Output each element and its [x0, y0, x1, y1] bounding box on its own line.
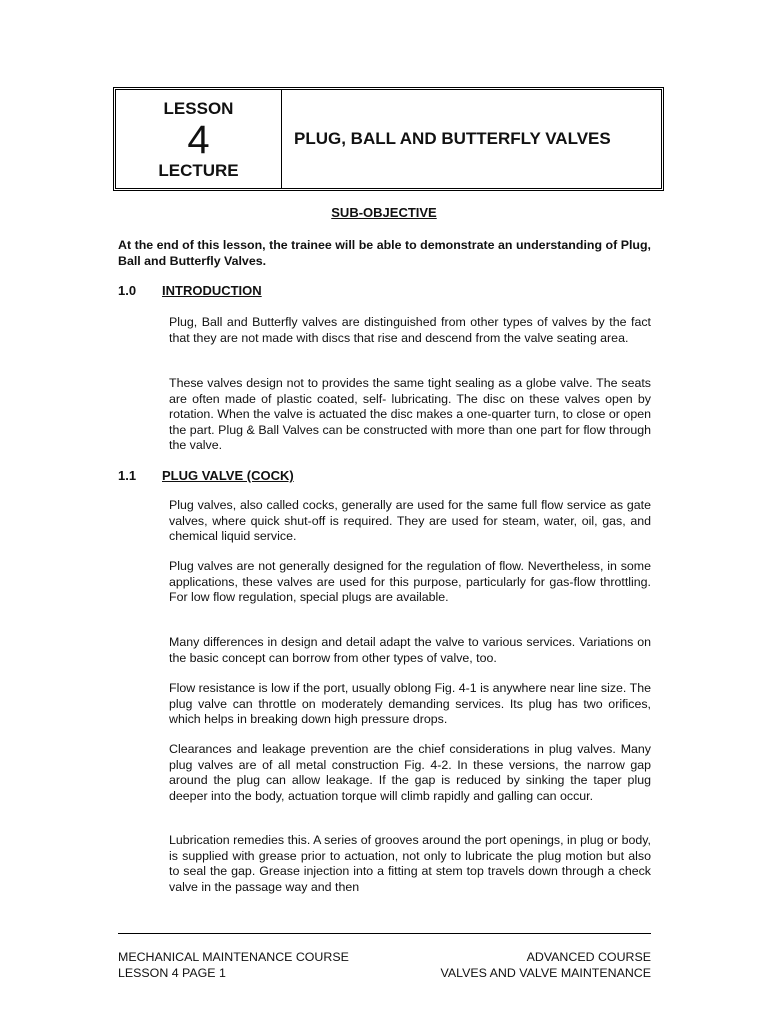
footer-course-name: MECHANICAL MAINTENANCE COURSE: [118, 950, 349, 964]
paragraph: Plug valves are not generally designed for the regulation of flow. Nevertheless, in some applications, these valves are used for this purpose, particularly for gas-flow throttling. For low flow regulation, special plugs are available.: [169, 559, 651, 604]
footer-course-level: ADVANCED COURSE: [526, 950, 651, 964]
paragraph: Many differences in design and detail adapt the valve to various services. Variations on the basic concept can borrow from other types of valve, too.: [169, 635, 651, 665]
paragraph: These valves design not to provides the same tight sealing as a globe valve. The seats are often made of plastic coated, self- lubricating. The disc on these valves open by rotation. When the valve is actuated the disc makes a one-quarter turn, to close or open the part. Plug & Ball Valves can be constructed with more than one part for flow through the valve.: [169, 376, 651, 452]
lesson-header-box: [113, 87, 664, 191]
footer-right: [441, 949, 651, 981]
lesson-label: LESSON: [163, 99, 234, 118]
section-number: 1.0: [118, 283, 137, 298]
section-title: PLUG VALVE (COCK): [162, 468, 294, 483]
footer-divider: [118, 933, 651, 934]
sub-objective-heading: SUB-OBJECTIVE: [331, 205, 437, 220]
section-heading-introduction: [118, 283, 262, 298]
section-title: INTRODUCTION: [162, 283, 262, 298]
sub-objective-text: At the end of this lesson, the trainee will be able to demonstrate an understanding of Plug, Ball and Butterfly Valves.: [118, 238, 651, 268]
footer-left: [118, 949, 349, 981]
section-number: 1.1: [118, 468, 137, 483]
paragraph: Plug valves, also called cocks, generally are used for the same full flow service as gate valves, where quick shut-off is required. They are used for steam, water, oil, gas, and chemical liquid service.: [169, 498, 651, 543]
paragraph: Flow resistance is low if the port, usually oblong Fig. 4-1 is anywhere near line size. The plug valve can throttle on moderately demanding services. Its plug has two orifices, which helps in breaking down high pressure drops.: [169, 681, 651, 726]
lesson-title-cell: [282, 90, 661, 188]
lesson-number-cell: [116, 90, 282, 188]
paragraph: Lubrication remedies this. A series of grooves around the port openings, in plug or body, is supplied with grease prior to actuation, not only to lubricate the plug motion but also to seal the gap. Grease injection into a fitting at stem top travels down through a check valve in the passage way and then: [169, 833, 651, 894]
section-heading-plug-valve: [118, 468, 294, 483]
footer-course-topic: VALVES AND VALVE MAINTENANCE: [440, 966, 651, 980]
paragraph: Clearances and leakage prevention are the chief considerations in plug valves. Many plug valves are of all metal construction Fig. 4-2. In these versions, the narrow gap around the plug can allow leakage. If the gap is reduced by sinking the taper plug deeper into the body, actuation torque will climb rapidly and galling can occur.: [169, 742, 651, 803]
footer-page-number: LESSON 4 PAGE 1: [118, 966, 226, 980]
lecture-label: LECTURE: [158, 161, 239, 180]
paragraph: Plug, Ball and Butterfly valves are distinguished from other types of valves by the fact that they are not made with discs that rise and descend from the valve seating area.: [169, 315, 651, 345]
page-footer: [118, 949, 651, 981]
lesson-title: PLUG, BALL AND BUTTERFLY VALVES: [294, 129, 611, 148]
lesson-number: 4: [187, 118, 210, 162]
